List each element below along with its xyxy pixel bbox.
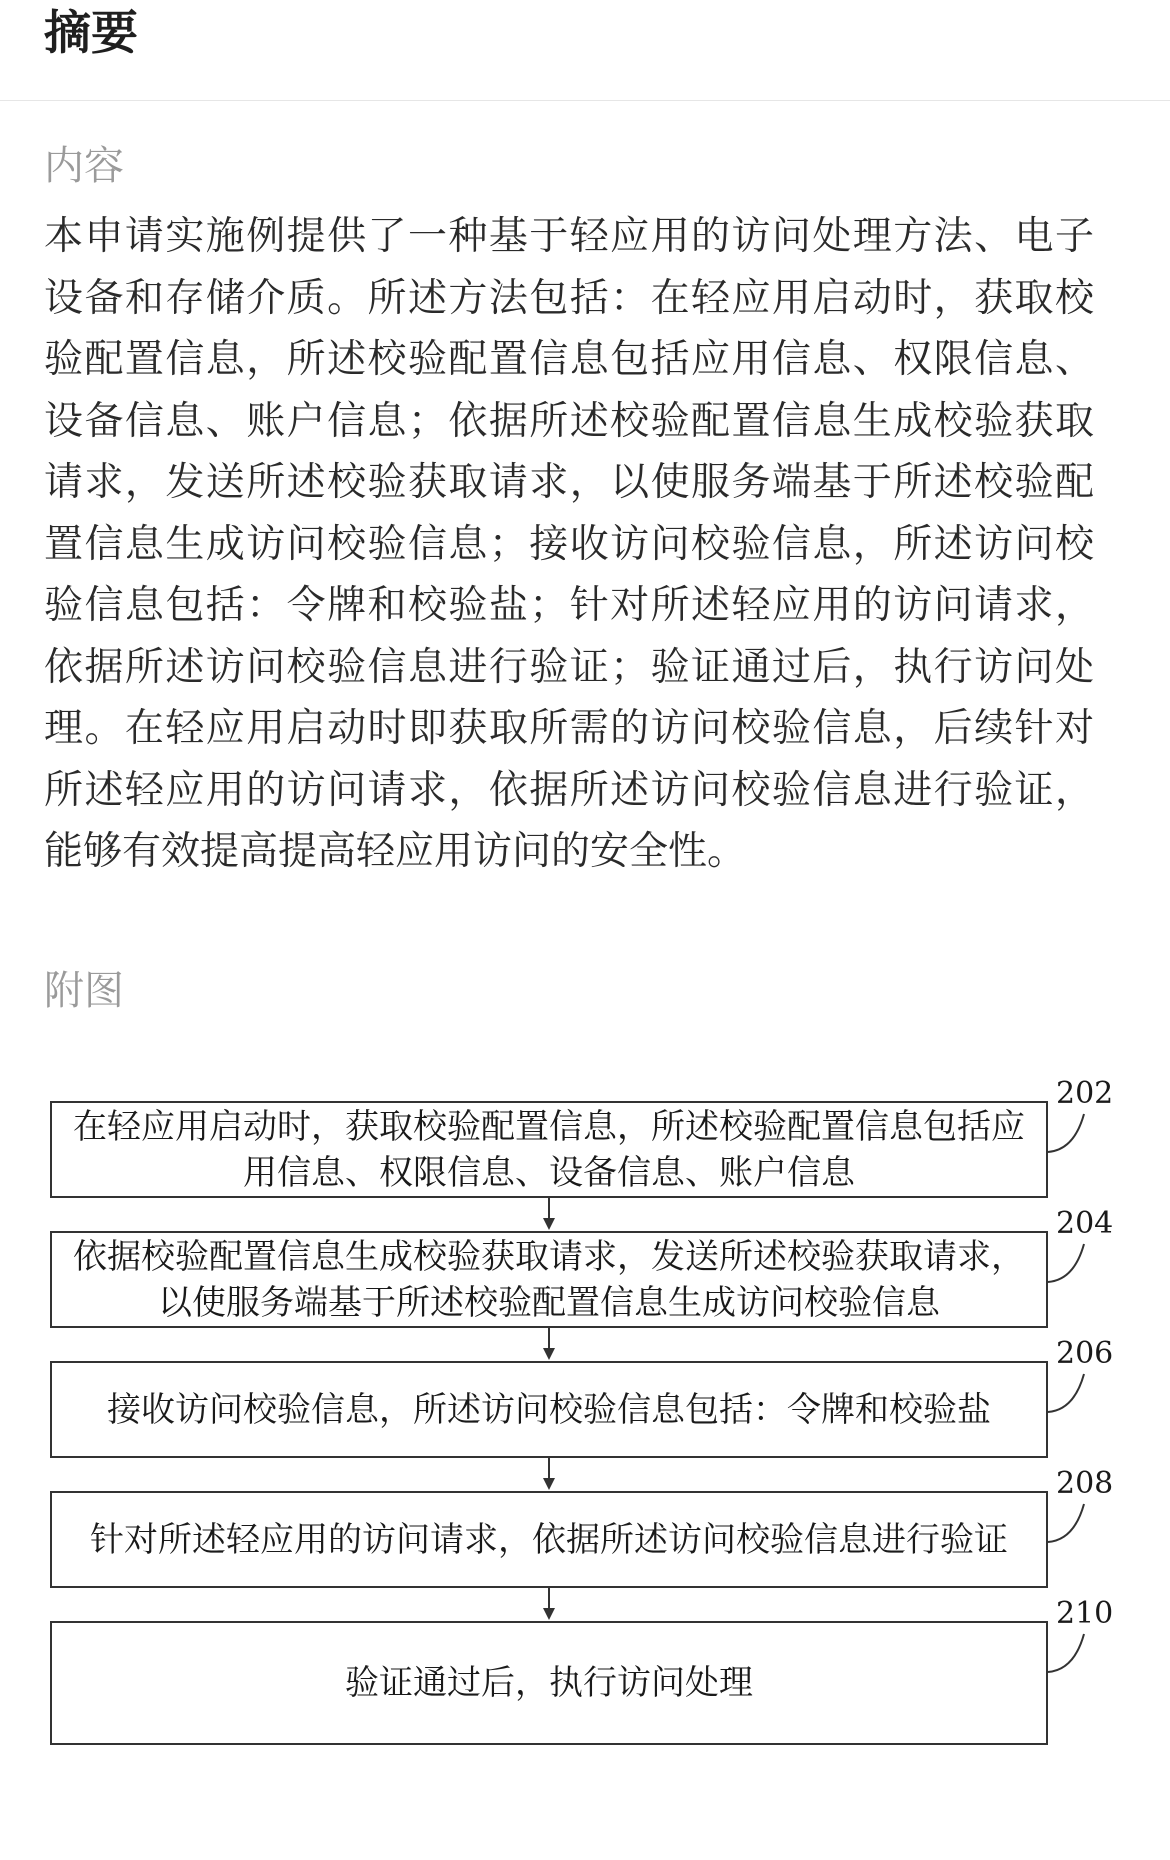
leader-line <box>1046 1502 1096 1552</box>
leader-line <box>1046 1372 1096 1422</box>
flowchart-step-208 <box>50 1491 1048 1588</box>
page-header <box>0 0 1170 101</box>
step-text: 针对所述轻应用的访问请求，依据所述访问校验信息进行验证 <box>90 1519 1008 1560</box>
step-text: 接收访问校验信息，所述访问校验信息包括：令牌和校验盐 <box>107 1389 991 1430</box>
content-label: 内容 <box>44 143 124 189</box>
arrow-down-icon <box>538 1458 560 1492</box>
flowchart-step-210 <box>50 1621 1048 1745</box>
step-number: 210 <box>1056 1596 1114 1631</box>
step-number: 202 <box>1056 1076 1114 1111</box>
arrow-down-icon <box>538 1328 560 1362</box>
step-number: 208 <box>1056 1466 1114 1501</box>
step-number: 206 <box>1056 1336 1114 1371</box>
step-text: 在轻应用启动时，获取校验配置信息，所述校验配置信息包括应用信息、权限信息、设备信息、账户信息 <box>73 1106 1025 1193</box>
step-text: 验证通过后，执行访问处理 <box>345 1663 753 1703</box>
flowchart-step-204 <box>50 1231 1048 1328</box>
arrow-down-icon <box>538 1198 560 1232</box>
arrow-down-icon <box>538 1588 560 1622</box>
abstract-text: 本申请实施例提供了一种基于轻应用的访问处理方法、电子设备和存储介质。所述方法包括：在轻应用启动时，获取校验配置信息，所述校验配置信息包括应用信息、权限信息、设备信息、账户信息；依据所述校验配置信息生成校验获取请求，发送所述校验获取请求，以使服务端基于所述校验配置信息生成访问校验信息；接收访问校验信息，所述访问校验信息包括：令牌和校验盐；针对所述轻应用的访问请求，依据所述访问校验信息进行验证；验证通过后，执行访问处理。在轻应用启动时即获取所需的访问校验信息，后续针对所述轻应用的访问请求，依据所述访问校验信息进行验证，能够有效提高提高轻应用访问的安全性。 <box>44 214 1094 874</box>
flowchart-step-202 <box>50 1101 1048 1198</box>
leader-line <box>1046 1242 1096 1292</box>
leader-line <box>1046 1632 1096 1682</box>
step-number: 204 <box>1056 1206 1114 1241</box>
figure-label: 附图 <box>44 968 124 1014</box>
flowchart-step-206 <box>50 1361 1048 1458</box>
page-title: 摘要 <box>44 6 138 61</box>
leader-line <box>1046 1112 1096 1162</box>
flowchart <box>0 1050 1170 1860</box>
step-text: 依据校验配置信息生成校验获取请求，发送所述校验获取请求，以使服务端基于所述校验配置信息生成访问校验信息 <box>73 1236 1025 1323</box>
